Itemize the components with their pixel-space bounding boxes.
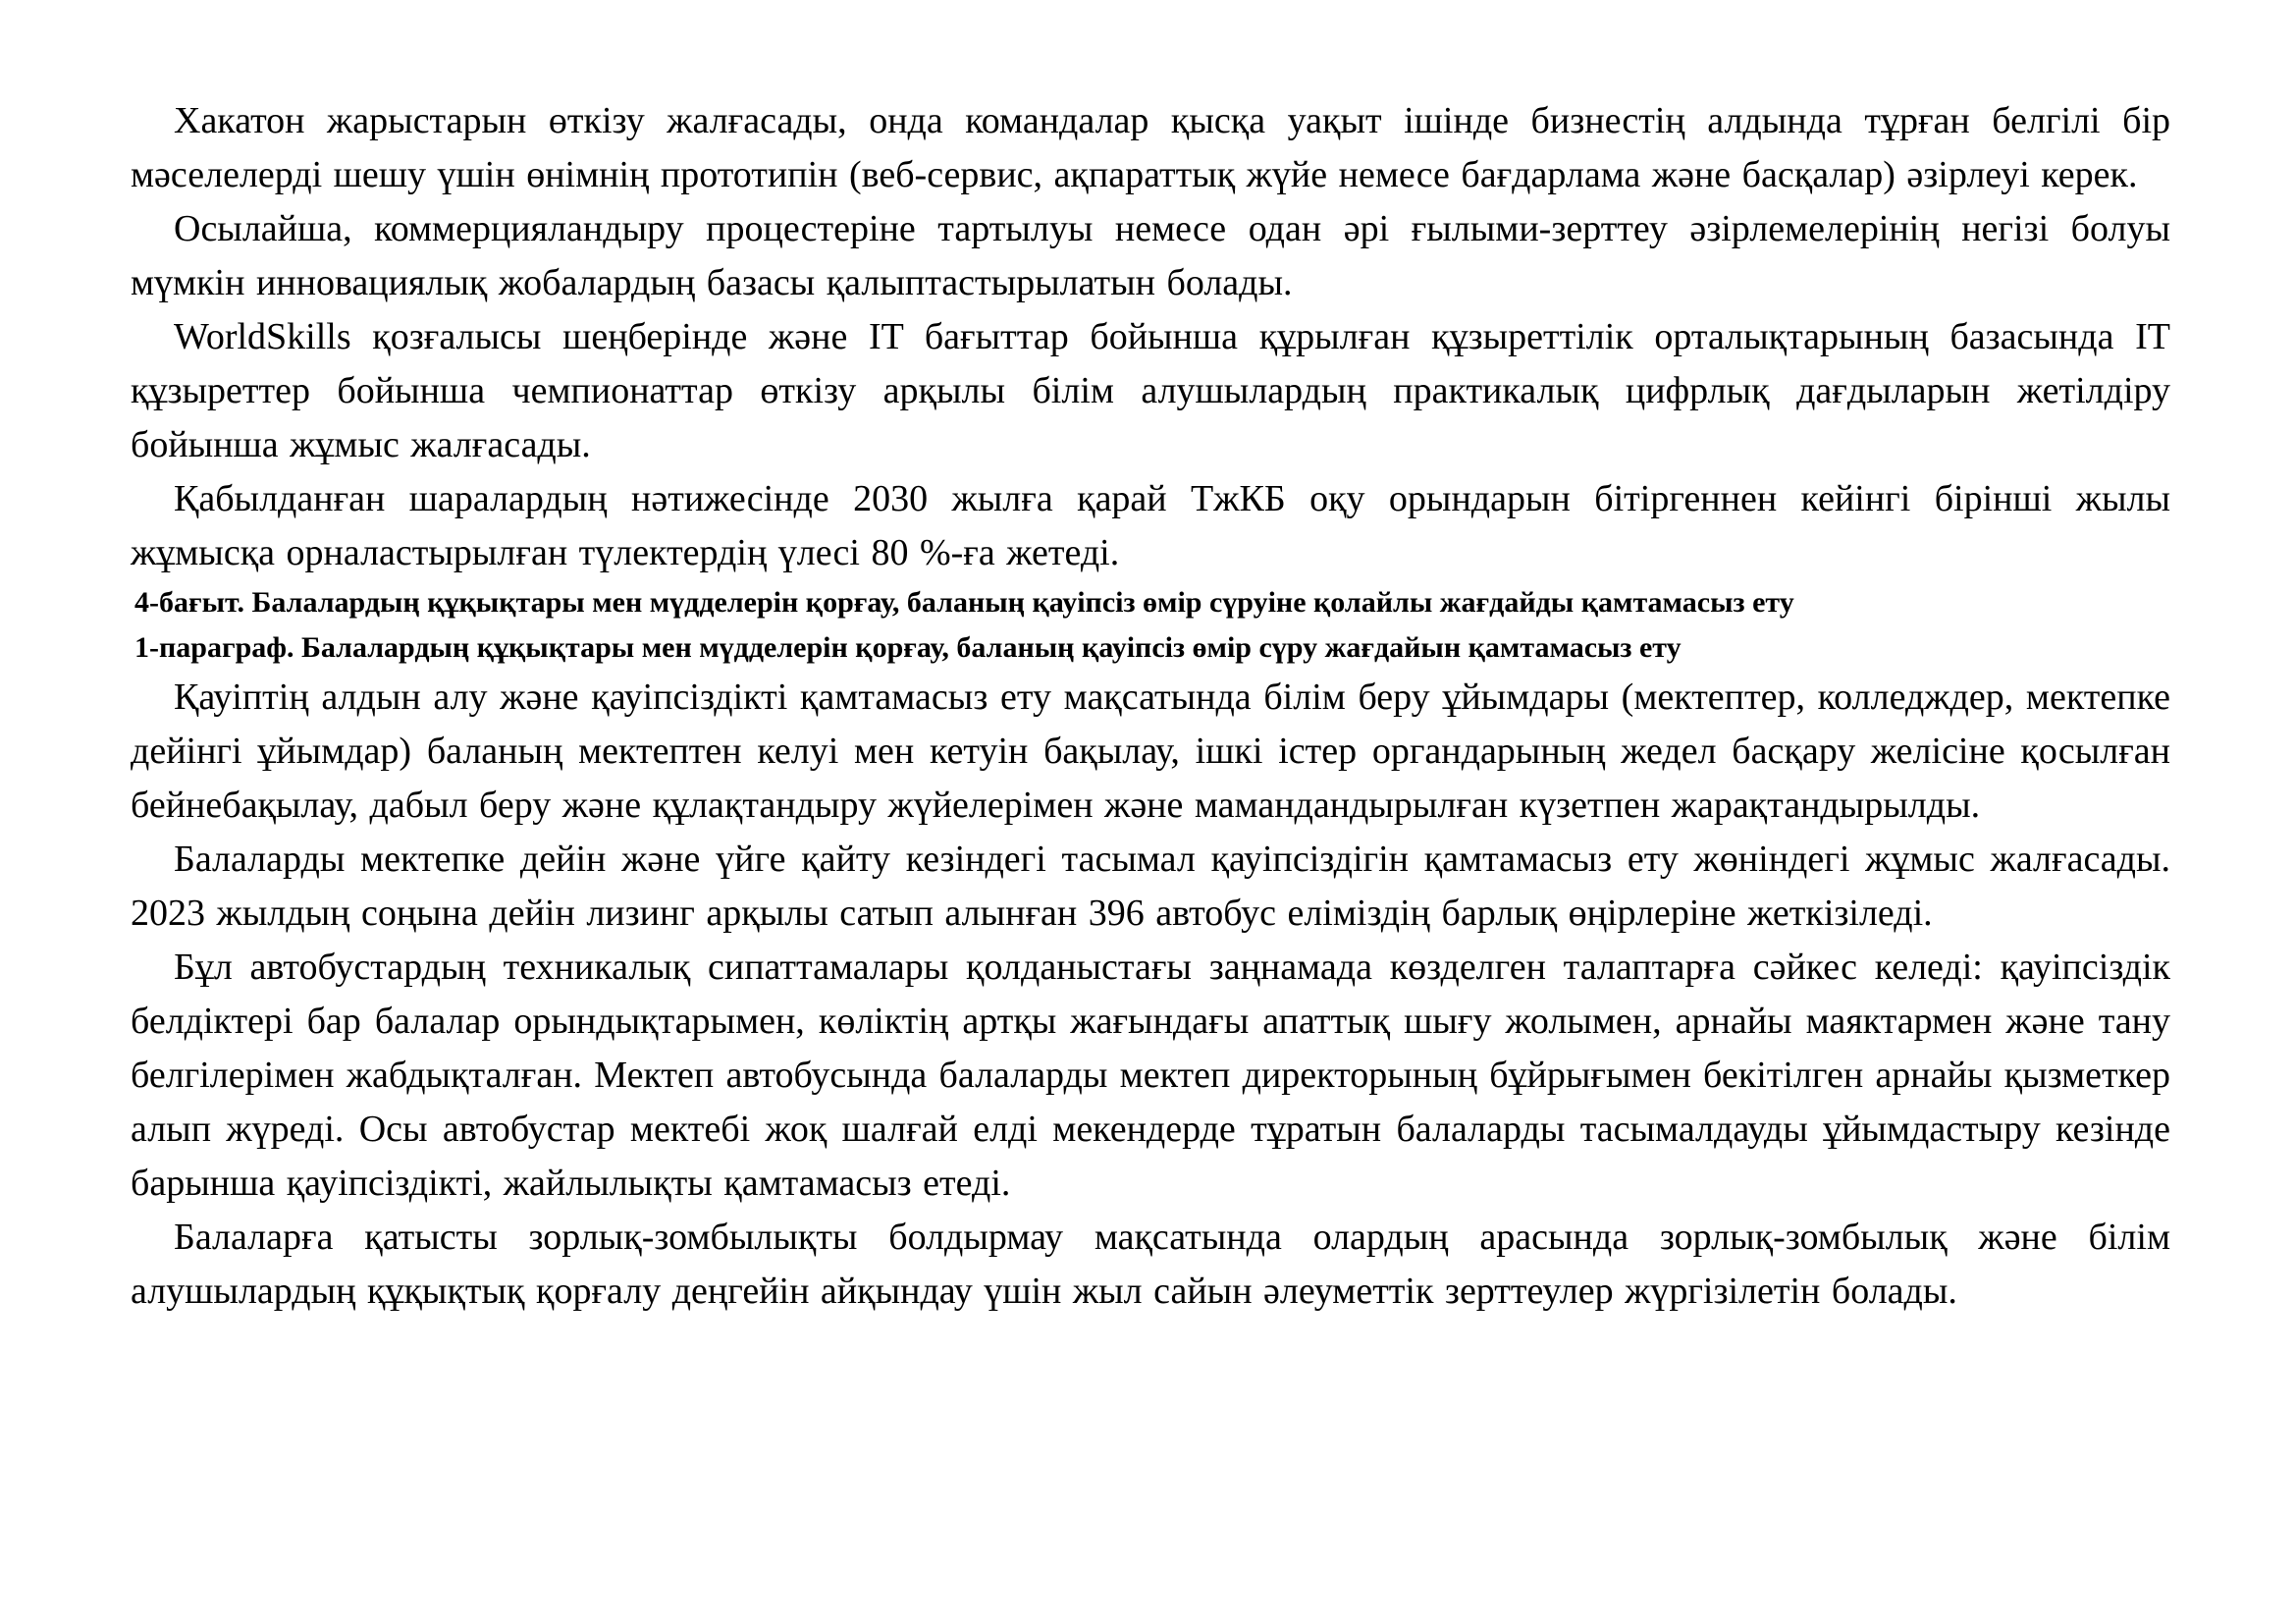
paragraph-school-security: Қауіптің алдын алу және қауіпсіздікті қамтамасыз ету мақсатында білім беру ұйымдары (мектептер, колледждер, мектепке дейінгі ұйымдар) баланың мектептен келуі мен кетуін бақылау, ішкі істер органдарының жедел басқару желісіне қосылған бейнебақылау, дабыл беру және құлақтандыру жүйелерімен және мамандандырылған күзетпен жарақтандырылды. [131,677,2170,826]
paragraph-worldskills: WorldSkills қозғалысы шеңберінде және IT бағыттар бойынша құрылған құзыреттілік орталықтарының базасында IT құзыреттер бойынша чемпионаттар өткізу арқылы білім алушылардың практикалық цифрлық дағдыларын жетілдіру бойынша жұмыс жалғасады. [131,316,2170,465]
paragraph-graduate-employment: Қабылданған шаралардың нәтижесінде 2030 жылға қарай ТжКБ оқу орындарын бітіргеннен кейінгі бірінші жылы жұмысқа орналастырылған түлектердің үлесі 80 %-ға жетеді. [131,478,2170,573]
heading-direction-4: 4-бағыт. Балалардың құқықтары мен мүдделерін қорғау, баланың қауіпсіз өмір сүруіне қолайлы жағдайды қамтамасыз ету [134,586,1794,619]
paragraph-violence-prevention: Балаларға қатысты зорлық-зомбылықты болдырмау мақсатында олардың арасында зорлық-зомбылық және білім алушылардың құқықтық қорғалу деңгейін айқындау үшін жыл сайын әлеуметтік зерттеулер жүргізілетін болады. [131,1217,2170,1312]
paragraph-bus-specifications: Бұл автобустардың техникалық сипаттамалары қолданыстағы заңнамада көзделген талаптарға сәйкес келеді: қауіпсіздік белдіктері бар балалар орындықтарымен, көліктің артқы жағындағы апаттық шығу жолымен, арнайы маяктармен және тану белгілерімен жабдықталған. Мектеп автобусында балаларды мектеп директорының бұйрығымен бекітілген арнайы қызметкер алып жүреді. Осы автобустар мектебі жоқ шалғай елді мекендерде тұратын балаларды тасымалдауды ұйымдастыру кезінде барынша қауіпсіздікті, жайлылықты қамтамасыз етеді. [131,947,2170,1204]
paragraph-commercialization: Осылайша, коммерцияландыру процестеріне тартылуы немесе одан әрі ғылыми-зерттеу әзірлемелерінің негізі болуы мүмкін инновациялық жобалардың базасы қалыптастырылатын болады. [131,208,2170,303]
paragraph-hackathon: Хакатон жарыстарын өткізу жалғасады, онда командалар қысқа уақыт ішінде бизнестің алдында тұрған белгілі бір мәселелерді шешу үшін өнімнің прототипін (веб-сервис, ақпараттық жүйе немесе бағдарлама және басқалар) әзірлеуі керек. [131,100,2170,195]
paragraph-school-buses: Балаларды мектепке дейін және үйге қайту кезіндегі тасымал қауіпсіздігін қамтамасыз ету жөніндегі жұмыс жалғасады. 2023 жылдың соңына дейін лизинг арқылы сатып алынған 396 автобус еліміздің барлық өңірлеріне жеткізіледі. [131,839,2170,934]
document-text-block [131,94,2170,1319]
heading-paragraph-1: 1-параграф. Балалардың құқықтары мен мүдделерін қорғау, баланың қауіпсіз өмір сүру жағдайын қамтамасыз ету [134,631,1682,664]
